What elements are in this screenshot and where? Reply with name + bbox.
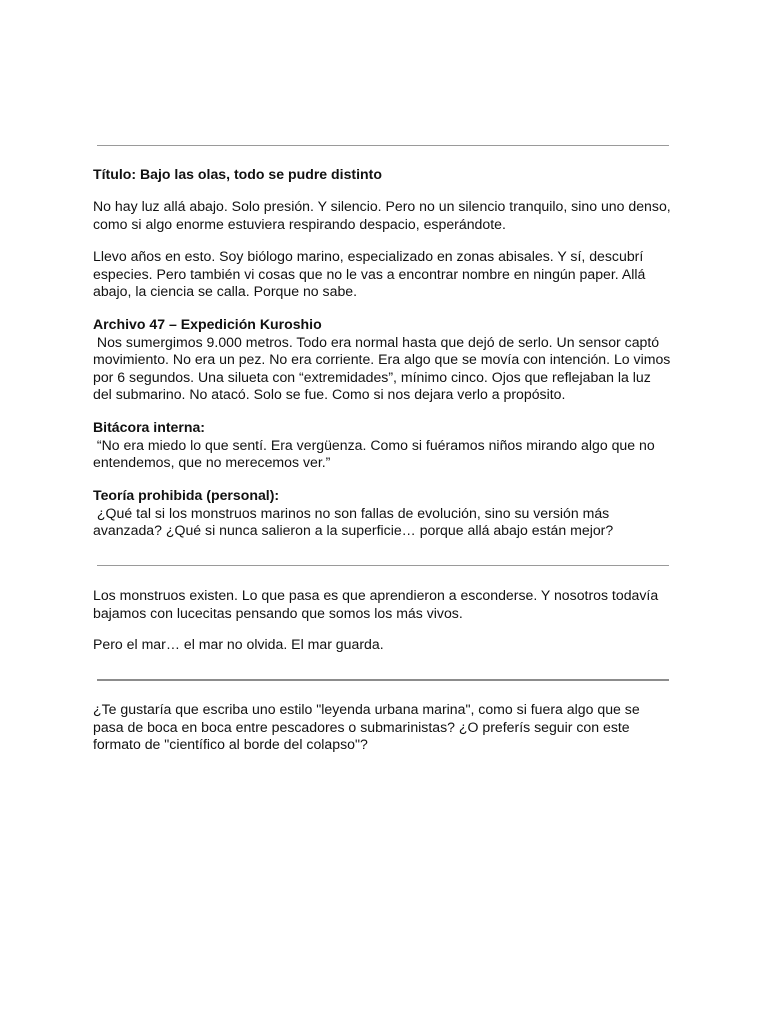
- horizontal-rule-bottom: [97, 679, 669, 681]
- section-teoria-prohibida: Teoría prohibida (personal): ¿Qué tal si los monstruos marinos no son fallas de evolución, sino su versión más avanzada? ¿Qué si nunca salieron a la superficie… porque allá abajo están mejor?: [93, 487, 683, 540]
- closing-paragraph-2: Pero el mar… el mar no olvida. El mar guarda.: [93, 636, 384, 652]
- intro-paragraph-2: Llevo años en esto. Soy biólogo marino, especializado en zonas abisales. Y sí, descubrí especies. Pero también vi cosas que no le vas a encontrar nombre en ningún paper. Allá abajo, la ciencia se calla. Porque no sabe.: [93, 248, 646, 300]
- intro-paragraph-1: No hay luz allá abajo. Solo presión. Y silencio. Pero no un silencio tranquilo, sino uno denso, como si algo enorme estuviera respirando despacio, esperándote.: [93, 198, 671, 232]
- follow-up-question: ¿Te gustaría que escriba uno estilo "leyenda urbana marina", como si fuera algo que se pasa de boca en boca entre pescadores o submarinistas? ¿O preferís seguir con este formato de "científico al borde del colapso"?: [93, 701, 640, 753]
- section-bitacora-interna: Bitácora interna: “No era miedo lo que sentí. Era vergüenza. Como si fuéramos niños mirando algo que no entendemos, que no merecemos ver.”: [93, 419, 683, 472]
- section-heading: Bitácora interna:: [93, 419, 205, 435]
- section-heading: Archivo 47 – Expedición Kuroshio: [93, 316, 322, 332]
- closing-paragraph-1: Los monstruos existen. Lo que pasa es que aprendieron a esconderse. Y nosotros todavía bajamos con lucecitas pensando que somos los más vivos.: [93, 587, 659, 621]
- document-title: Título: Bajo las olas, todo se pudre distinto: [93, 166, 382, 182]
- horizontal-rule-middle: [97, 565, 669, 566]
- section-heading: Teoría prohibida (personal):: [93, 487, 280, 503]
- horizontal-rule-top: [97, 145, 669, 146]
- section-archivo-47: Archivo 47 – Expedición Kuroshio Nos sumergimos 9.000 metros. Todo era normal hasta que dejó de serlo. Un sensor captó movimiento. No era un pez. No era corriente. Era algo que se movía con intención. Lo vimos por 6 segundos. Una silueta con “extremidades”, mínimo cinco. Ojos que reflejaban la luz del submarino. No atacó. Solo se fue. Como si nos dejara verlo a propósito.: [93, 316, 683, 404]
